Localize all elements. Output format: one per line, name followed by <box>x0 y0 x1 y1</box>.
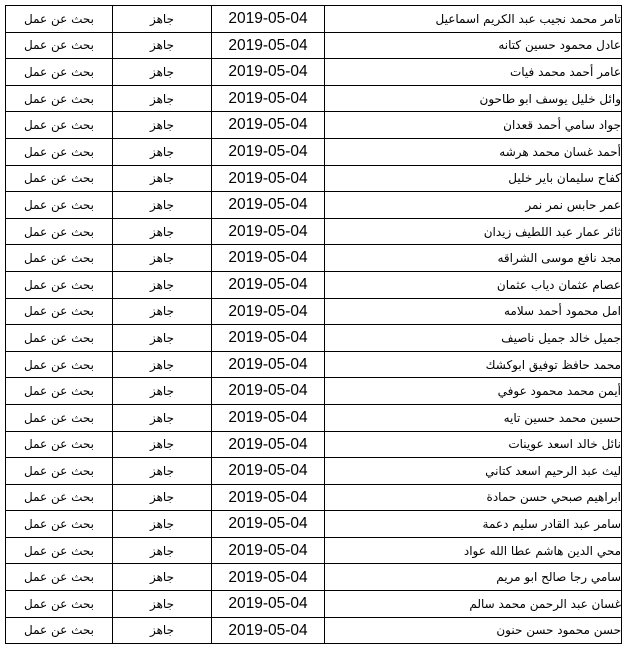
ready-cell: جاهز <box>113 564 212 591</box>
ready-cell: جاهز <box>113 404 212 431</box>
table-row <box>6 165 622 192</box>
ready-cell: جاهز <box>113 6 212 33</box>
status-cell: بحث عن عمل <box>6 32 113 59</box>
date-cell: 2019-05-04 <box>212 591 325 618</box>
date-cell: 2019-05-04 <box>212 617 325 644</box>
ready-cell: جاهز <box>113 165 212 192</box>
table-row <box>6 458 622 485</box>
table-row <box>6 325 622 352</box>
ready-cell: جاهز <box>113 458 212 485</box>
name-cell: غسان عبد الرحمن محمد سالم <box>325 591 622 618</box>
ready-cell: جاهز <box>113 138 212 165</box>
table-row <box>6 351 622 378</box>
name-cell: امل محمود أحمد سلامه <box>325 298 622 325</box>
date-cell: 2019-05-04 <box>212 325 325 352</box>
date-cell: 2019-05-04 <box>212 431 325 458</box>
date-cell: 2019-05-04 <box>212 32 325 59</box>
ready-cell: جاهز <box>113 298 212 325</box>
status-cell: بحث عن عمل <box>6 564 113 591</box>
table-row <box>6 192 622 219</box>
status-cell: بحث عن عمل <box>6 271 113 298</box>
name-cell: عامر أحمد محمد فيات <box>325 59 622 86</box>
table-row <box>6 59 622 86</box>
name-cell: ابراهيم صبحي حسن حمادة <box>325 484 622 511</box>
status-cell: بحث عن عمل <box>6 85 113 112</box>
date-cell: 2019-05-04 <box>212 378 325 405</box>
table-row <box>6 511 622 538</box>
table-row <box>6 32 622 59</box>
date-cell: 2019-05-04 <box>212 564 325 591</box>
ready-cell: جاهز <box>113 32 212 59</box>
date-cell: 2019-05-04 <box>212 165 325 192</box>
date-cell: 2019-05-04 <box>212 138 325 165</box>
name-cell: ثائر عمار عبد اللطيف زيدان <box>325 218 622 245</box>
status-cell: بحث عن عمل <box>6 192 113 219</box>
status-cell: بحث عن عمل <box>6 325 113 352</box>
ready-cell: جاهز <box>113 617 212 644</box>
date-cell: 2019-05-04 <box>212 245 325 272</box>
ready-cell: جاهز <box>113 325 212 352</box>
date-cell: 2019-05-04 <box>212 537 325 564</box>
ready-cell: جاهز <box>113 112 212 139</box>
date-cell: 2019-05-04 <box>212 112 325 139</box>
status-cell: بحث عن عمل <box>6 404 113 431</box>
ready-cell: جاهز <box>113 192 212 219</box>
ready-cell: جاهز <box>113 59 212 86</box>
ready-cell: جاهز <box>113 245 212 272</box>
name-cell: جواد سامي أحمد قعدان <box>325 112 622 139</box>
date-cell: 2019-05-04 <box>212 192 325 219</box>
date-cell: 2019-05-04 <box>212 298 325 325</box>
name-cell: سامر عبد القادر سليم دعمة <box>325 511 622 538</box>
name-cell: محي الدين هاشم عطا الله عواد <box>325 537 622 564</box>
status-cell: بحث عن عمل <box>6 245 113 272</box>
status-cell: بحث عن عمل <box>6 378 113 405</box>
status-cell: بحث عن عمل <box>6 591 113 618</box>
name-cell: نائل خالد اسعد عوينات <box>325 431 622 458</box>
name-cell: حسين محمد حسين تايه <box>325 404 622 431</box>
name-cell: عمر حابس نمر نمر <box>325 192 622 219</box>
date-cell: 2019-05-04 <box>212 351 325 378</box>
table-row <box>6 617 622 644</box>
ready-cell: جاهز <box>113 218 212 245</box>
applicants-table-body <box>6 6 622 644</box>
date-cell: 2019-05-04 <box>212 458 325 485</box>
status-cell: بحث عن عمل <box>6 165 113 192</box>
status-cell: بحث عن عمل <box>6 431 113 458</box>
status-cell: بحث عن عمل <box>6 112 113 139</box>
name-cell: محمد حافظ توفيق ابوكشك <box>325 351 622 378</box>
table-row <box>6 298 622 325</box>
table-row <box>6 218 622 245</box>
table-row <box>6 245 622 272</box>
applicants-table <box>5 5 622 644</box>
name-cell: وائل خليل يوسف ابو طاحون <box>325 85 622 112</box>
date-cell: 2019-05-04 <box>212 271 325 298</box>
table-row <box>6 112 622 139</box>
status-cell: بحث عن عمل <box>6 511 113 538</box>
name-cell: تامر محمد نجيب عبد الكريم اسماعيل <box>325 6 622 33</box>
table-row <box>6 404 622 431</box>
ready-cell: جاهز <box>113 431 212 458</box>
name-cell: كفاح سليمان باير خليل <box>325 165 622 192</box>
table-row <box>6 537 622 564</box>
table-row <box>6 378 622 405</box>
date-cell: 2019-05-04 <box>212 85 325 112</box>
ready-cell: جاهز <box>113 484 212 511</box>
status-cell: بحث عن عمل <box>6 138 113 165</box>
table-row <box>6 484 622 511</box>
name-cell: أيمن محمد محمود عوفي <box>325 378 622 405</box>
status-cell: بحث عن عمل <box>6 59 113 86</box>
ready-cell: جاهز <box>113 271 212 298</box>
ready-cell: جاهز <box>113 351 212 378</box>
name-cell: مجد نافع موسى الشراقه <box>325 245 622 272</box>
table-row <box>6 6 622 33</box>
table-row <box>6 138 622 165</box>
status-cell: بحث عن عمل <box>6 537 113 564</box>
status-cell: بحث عن عمل <box>6 6 113 33</box>
table-row <box>6 85 622 112</box>
status-cell: بحث عن عمل <box>6 218 113 245</box>
table-row <box>6 591 622 618</box>
date-cell: 2019-05-04 <box>212 484 325 511</box>
name-cell: حسن محمود حسن حنون <box>325 617 622 644</box>
date-cell: 2019-05-04 <box>212 6 325 33</box>
ready-cell: جاهز <box>113 591 212 618</box>
date-cell: 2019-05-04 <box>212 404 325 431</box>
date-cell: 2019-05-04 <box>212 511 325 538</box>
date-cell: 2019-05-04 <box>212 218 325 245</box>
name-cell: أحمد غسان محمد هرشه <box>325 138 622 165</box>
status-cell: بحث عن عمل <box>6 617 113 644</box>
name-cell: عصام عثمان دياب عثمان <box>325 271 622 298</box>
status-cell: بحث عن عمل <box>6 351 113 378</box>
status-cell: بحث عن عمل <box>6 298 113 325</box>
table-row <box>6 271 622 298</box>
ready-cell: جاهز <box>113 85 212 112</box>
name-cell: جميل خالد جميل ناصيف <box>325 325 622 352</box>
ready-cell: جاهز <box>113 511 212 538</box>
name-cell: عادل محمود حسين كتانه <box>325 32 622 59</box>
table-row <box>6 564 622 591</box>
name-cell: ليث عبد الرحيم اسعد كتاني <box>325 458 622 485</box>
ready-cell: جاهز <box>113 378 212 405</box>
status-cell: بحث عن عمل <box>6 484 113 511</box>
status-cell: بحث عن عمل <box>6 458 113 485</box>
ready-cell: جاهز <box>113 537 212 564</box>
table-row <box>6 431 622 458</box>
name-cell: سامي رجا صالح ابو مريم <box>325 564 622 591</box>
date-cell: 2019-05-04 <box>212 59 325 86</box>
